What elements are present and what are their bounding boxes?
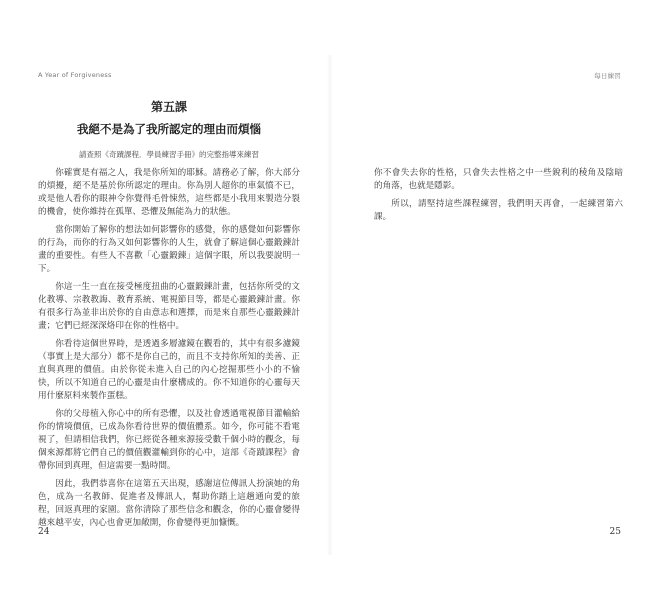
reading-note: 請查照《奇蹟課程．學員練習手冊》的完整指導來練習 bbox=[79, 150, 259, 159]
lesson-title: 第五課 bbox=[150, 100, 187, 114]
paragraph: 你的父母植入你心中的所有恐懼，以及社會透過電視節目灌輸給你的情境價值，已成為你看待世界的價值體系。如今，你可能不看電視了，但請相信我們，你已經從各種來源接受數千個小時的觀念，每個來源都將它們自己的價值觀灌輸到你的心中，這部《奇蹟課程》會帶你回到真理，但這需要一點時間。 bbox=[38, 408, 300, 471]
page-number-right: 25 bbox=[609, 527, 621, 537]
lesson-subtitle: 我絕不是為了我所認定的理由而煩惱 bbox=[77, 122, 261, 136]
running-head-right: 每日練習 bbox=[594, 72, 621, 80]
page-number-left: 24 bbox=[38, 527, 50, 537]
paragraph: 所以，請堅持這些課程練習，我們明天再會，一起練習第六課。 bbox=[374, 198, 623, 222]
paragraph: 你這一生一直在接受極度扭曲的心靈鍛鍊計畫，包括你所受的文化教導、宗教教誨、教育系統、電視節目等，都是心靈鍛鍊計畫。你有很多行為並非出於你的自由意志和選擇，而是來自那些心靈鍛鍊計畫；它們已經深深烙印在你的性格中。 bbox=[38, 281, 300, 332]
paragraph: 當你開始了解你的想法如何影響你的感覺，你的感覺如何影響你的行為，而你的行為又如何影響你的人生，就會了解這個心靈鍛鍊計畫的重要性。有些人不喜歡「心靈鍛鍊」這個字眼，所以我要說明一下。 bbox=[38, 224, 300, 275]
paragraph: 你看待這個世界時，是透過多層濾鏡在觀看的，其中有很多濾鏡（事實上是大部分）都不是你自己的，而且不支持你所知的美善、正直與真理的價值。由於你從未進入自己的內心挖掘那些小小的不愉快，所以不知道自己的心靈是由什麼構成的。你不知道你的心靈每天用什麼原料來製作蛋糕。 bbox=[38, 338, 300, 401]
running-head-left: A Year of Forgiveness bbox=[38, 71, 112, 79]
paragraph: 你確實是有福之人，我是你所知的耶穌。請務必了解，你大部分的煩擾，絕不是基於你所認定的理由。你為別人超你的車氣憤不已，或是他人看你的眼神令你覺得毛骨悚然，這些都是小我用來製造分裂的機會，使你維持在孤單、恐懼及無能為力的狀態。 bbox=[38, 168, 300, 218]
paragraph: 你不會失去你的性格，只會失去性格之中一些銳利的稜角及陰暗的角落，也就是隱影。 bbox=[374, 168, 623, 192]
right-body-text bbox=[374, 167, 623, 228]
right-page bbox=[330, 0, 655, 609]
left-body-text bbox=[38, 167, 300, 534]
paragraph: 因此，我們恭喜你在這第五天出現，感謝這位傳訊人扮演她的角色，成為一名教師、促進者及傳訊人，幫助你踏上這趟通向愛的旅程，回返真理的家園。當你清除了那些信念和觀念，你的心靈會變得越來越平安，內心也會更加敞開，你會變得更加慷慨。 bbox=[38, 478, 300, 528]
